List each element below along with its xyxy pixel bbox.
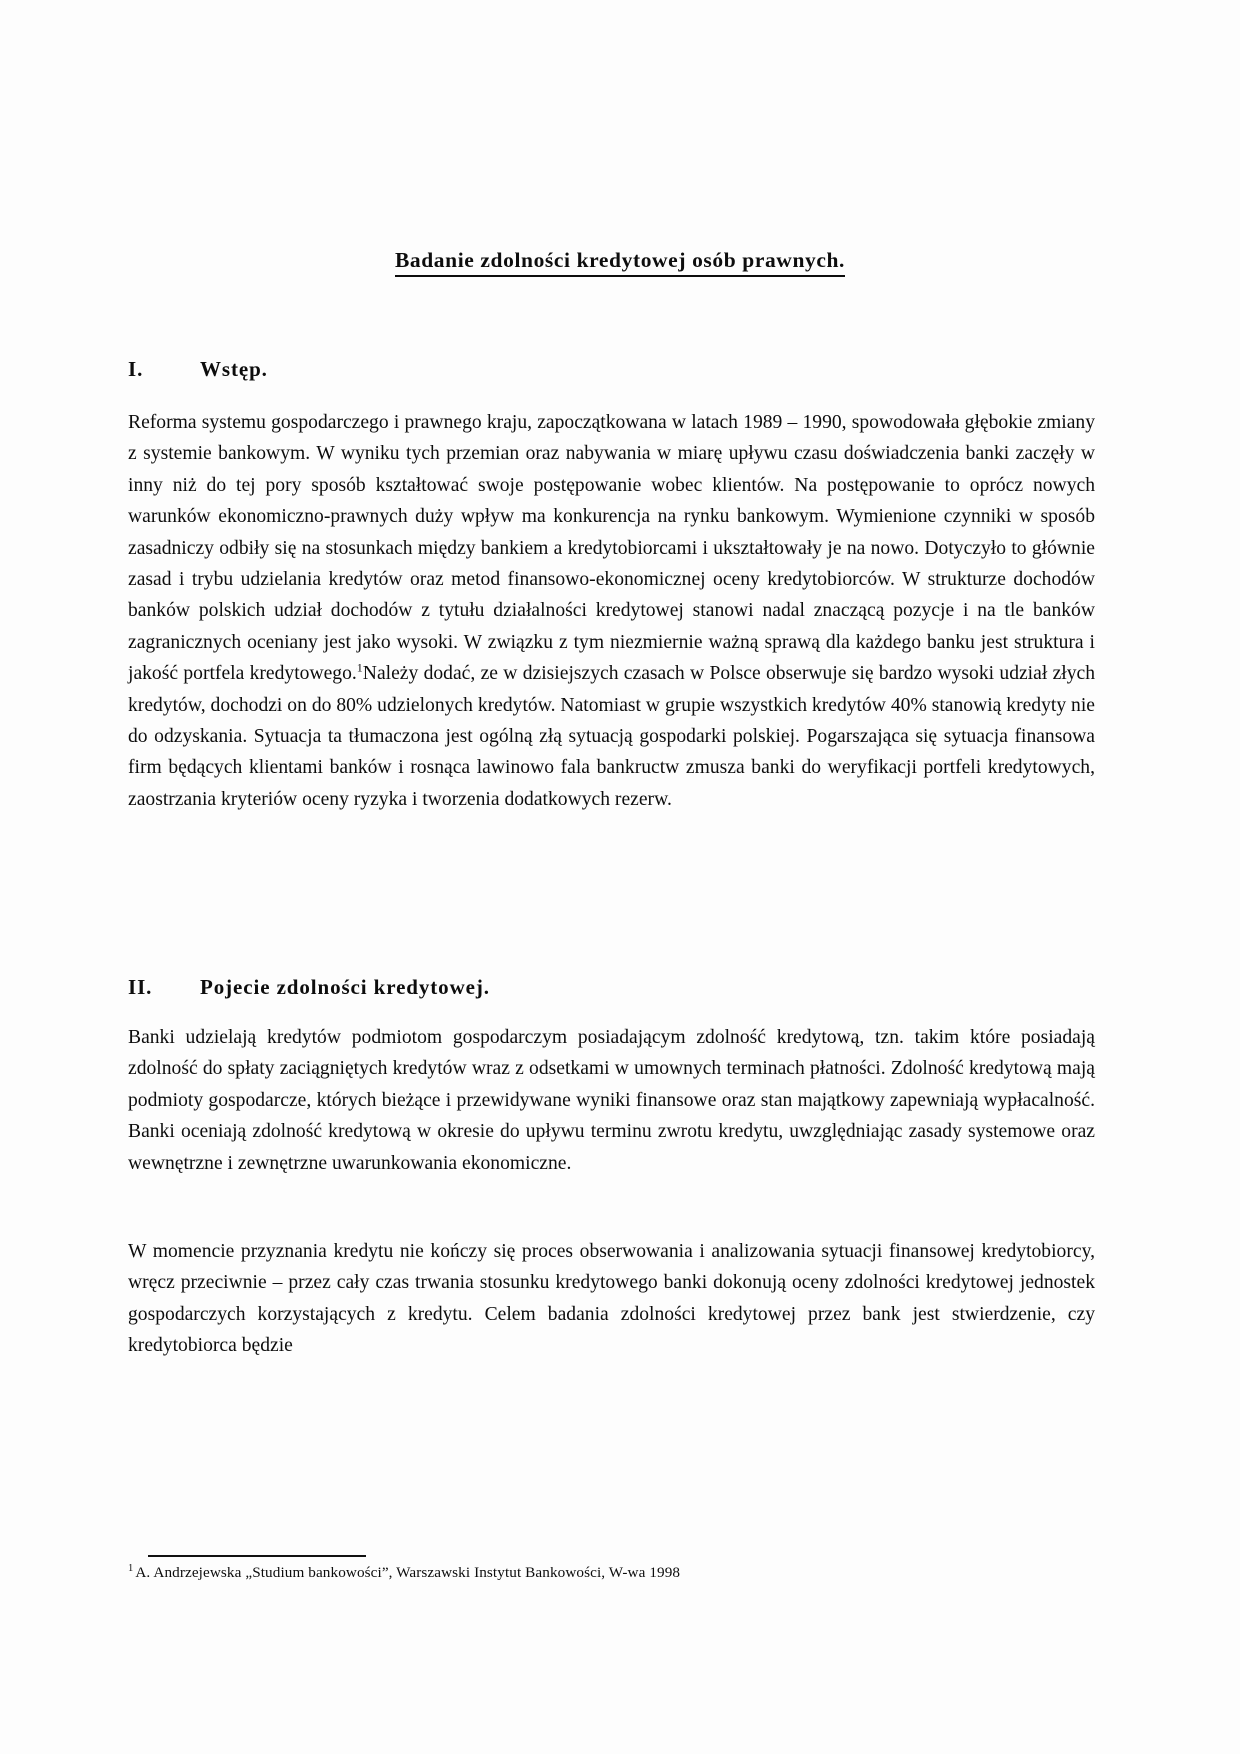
paragraph-monitoring: W momencie przyznania kredytu nie kończy się proces obserwowania i analizowania sytuacji finansowej kredytobiorcy, wręcz przeciwnie – przez cały czas trwania stosunku kredytowego banki dokonują oceny zdolności kredytowej jednostek gospodarczych korzystających z kredytu. Celem badania zdolności kredytowej przez bank jest stwierdzenie, czy kredytobiorca będzie (128, 1241, 1095, 1357)
footnote-citation-text: A. Andrzejewska „Studium bankowości”, Warszawski Instytut Bankowości, W-wa 1998 (135, 1564, 681, 1581)
page-title-text: Badanie zdolności kredytowej osób prawnych. (395, 248, 845, 277)
footnote-area (128, 1555, 1095, 1583)
paragraph-definition: Banki udzielają kredytów podmiotom gospodarczym posiadającym zdolność kredytową, tzn. takim które posiadają zdolność do spłaty zaciągniętych kredytów wraz z odsetkami w umownych terminach płatności. Zdolność kredytową mają podmioty gospodarcze, których bieżące i przewidywane wyniki finansowe oraz stan majątkowy zapewniają wypłacalność. Banki oceniają zdolność kredytową w okresie do upływu terminu zwrotu kredytu, uwzględniając zasady systemowe oraz wewnętrzne i zewnętrzne uwarunkowania ekonomiczne. (128, 1027, 1095, 1174)
paragraph-intro-part-a: Reforma systemu gospodarczego i prawnego kraju, zapoczątkowana w latach 1989 – 1990, spowodowała głębokie zmiany z systemie bankowym. W wyniku tych przemian oraz nabywania w miarę upływu czasu doświadczenia banki zaczęły w inny niż do tej pory sposób kształtować swoje postępowanie wobec klientów. Na postępowanie to oprócz nowych warunków ekonomiczno-prawnych duży wpływ ma konkurencja na rynku bankowym. Wymienione czynniki w sposób zasadniczy odbiły się na stosunkach między bankiem a kredytobiorcami i ukształtowały je na nowo. Dotyczyło to głównie zasad i trybu udzielania kredytów oraz metod finansowo-ekonomicznej oceny kredytobiorców. W strukturze dochodów banków polskich udział dochodów z tytułu działalności kredytowej stanowi nadal znaczącą pozycje i na tle banków zagranicznych oceniany jest jako wysoki. W związku z tym niezmiernie ważną sprawą dla każdego banku jest struktura i jakość portfela kredytowego. (128, 412, 1095, 685)
section-title-2: Pojecie zdolności kredytowej. (200, 975, 490, 999)
section-title-1: Wstęp. (200, 357, 268, 381)
footnote-entry (128, 1563, 1095, 1583)
section-number-1: I. (128, 357, 144, 381)
section-heading-2 (128, 975, 1095, 1000)
page-title (0, 248, 1240, 277)
paragraph-intro (128, 407, 1095, 815)
section-heading-1 (128, 357, 1095, 382)
paragraph-intro-part-b: Należy dodać, ze w dzisiejszych czasach w Polsce obserwuje się bardzo wysoki udział złych kredytów, dochodzi on do 80% udzielonych kredytów. Natomiast w grupie wszystkich kredytów 40% stanowią kredyty nie do odzyskania. Sytuacja ta tłumaczona jest ogólną złą sytuacją gospodarki polskiej. Pogarszająca się sytuacja finansowa firm będących klientami banków i rosnąca lawinowo fala bankructw zmusza banki do weryfikacji portfeli kredytowych, zaostrzania kryteriów oceny ryzyka i tworzenia dodatkowych rezerw. (128, 663, 1096, 810)
footnote-separator-rule (148, 1555, 366, 1557)
footnote-marker: 1 (128, 1562, 134, 1574)
section-number-2: II. (128, 975, 153, 999)
footnote-reference[interactable]: 1 (356, 660, 363, 675)
